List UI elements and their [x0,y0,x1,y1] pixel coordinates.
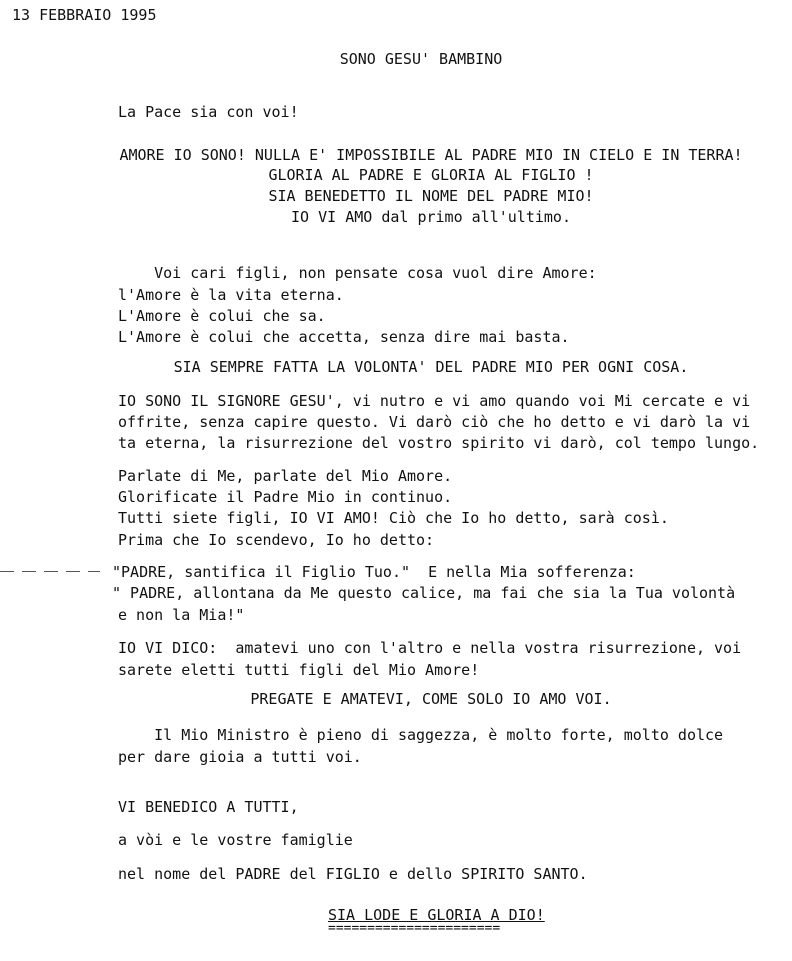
paragraph-3-line-5: "PADRE, santifica il Figlio Tuo." E nella Mia sofferenza: [112,563,636,581]
paragraph-1-line-3: L'Amore è colui che sa. [118,307,326,325]
blessing-line-2: a vòi e le vostre famiglie [118,831,353,849]
closing-line: SIA LODE E GLORIA A DIO! [328,906,545,924]
paragraph-2-line-3: ta eterna, la risurrezione del vostro spirito vi darò, col tempo lungo. [118,434,760,452]
paragraph-1-line-4: L'Amore è colui che accetta, senza dire mai basta. [118,328,570,346]
paragraph-3-line-2: Glorificate il Padre Mio in continuo. [118,488,453,506]
intro-line-2: GLORIA AL PADRE E GLORIA AL FIGLIO ! [268,166,594,184]
stray-mark-left [0,571,100,572]
paragraph-2-line-2: offrite, senza capire questo. Vi darò ciò che ho detto e vi darò la vi [118,413,751,431]
intro-line-3: SIA BENEDETTO IL NOME DEL PADRE MIO! [268,187,594,205]
blessing-line-1: VI BENEDICO A TUTTI, [118,798,299,816]
paragraph-5-line-1: Il Mio Ministro è pieno di saggezza, è molto forte, molto dolce [118,726,724,744]
paragraph-5-line-2: per dare gioia a tutti voi. [118,748,362,766]
paragraph-3-line-6: " PADRE, allontana da Me questo calice, ma fai che sia la Tua volontà [112,584,736,602]
paragraph-3-line-7: e non la Mia!" [118,606,245,624]
date-line: 13 FEBBRAIO 1995 [12,6,157,24]
blessing-line-3: nel nome del PADRE del FIGLIO e dello SPIRITO SANTO. [118,865,588,883]
document-title: SONO GESU' BAMBINO [339,50,503,68]
paragraph-3-line-3: Tutti siete figli, IO VI AMO! Ciò che Io ho detto, sarà così. [118,509,669,527]
paragraph-4-line-2: sarete eletti tutti figli del Mio Amore! [118,661,480,679]
intro-line-1: AMORE IO SONO! NULLA E' IMPOSSIBILE AL PADRE MIO IN CIELO E IN TERRA! [119,146,743,164]
intro-line-4: IO VI AMO dal primo all'ultimo. [291,208,571,226]
paragraph-3-line-4: Prima che Io scendevo, Io ho detto: [118,531,435,549]
paragraph-4-line-1: IO VI DICO: amatevi uno con l'altro e nella vostra risurrezione, voi [118,639,742,657]
paragraph-3-line-1: Parlate di Me, parlate del Mio Amore. [118,467,453,485]
volonta-line: SIA SEMPRE FATTA LA VOLONTA' DEL PADRE MIO PER OGNI COSA. [173,358,689,376]
paragraph-1-line-1: Voi cari figli, non pensate cosa vuol dire Amore: [118,264,597,282]
paragraph-1-line-2: l'Amore è la vita eterna. [118,286,344,304]
pregate-line: PREGATE E AMATEVI, COME SOLO IO AMO VOI. [250,690,612,708]
greeting-line: La Pace sia con voi! [118,103,299,121]
closing-double-rule: ====================== [328,921,501,936]
paragraph-2-line-1: IO SONO IL SIGNORE GESU', vi nutro e vi amo quando voi Mi cercate e vi [118,392,751,410]
